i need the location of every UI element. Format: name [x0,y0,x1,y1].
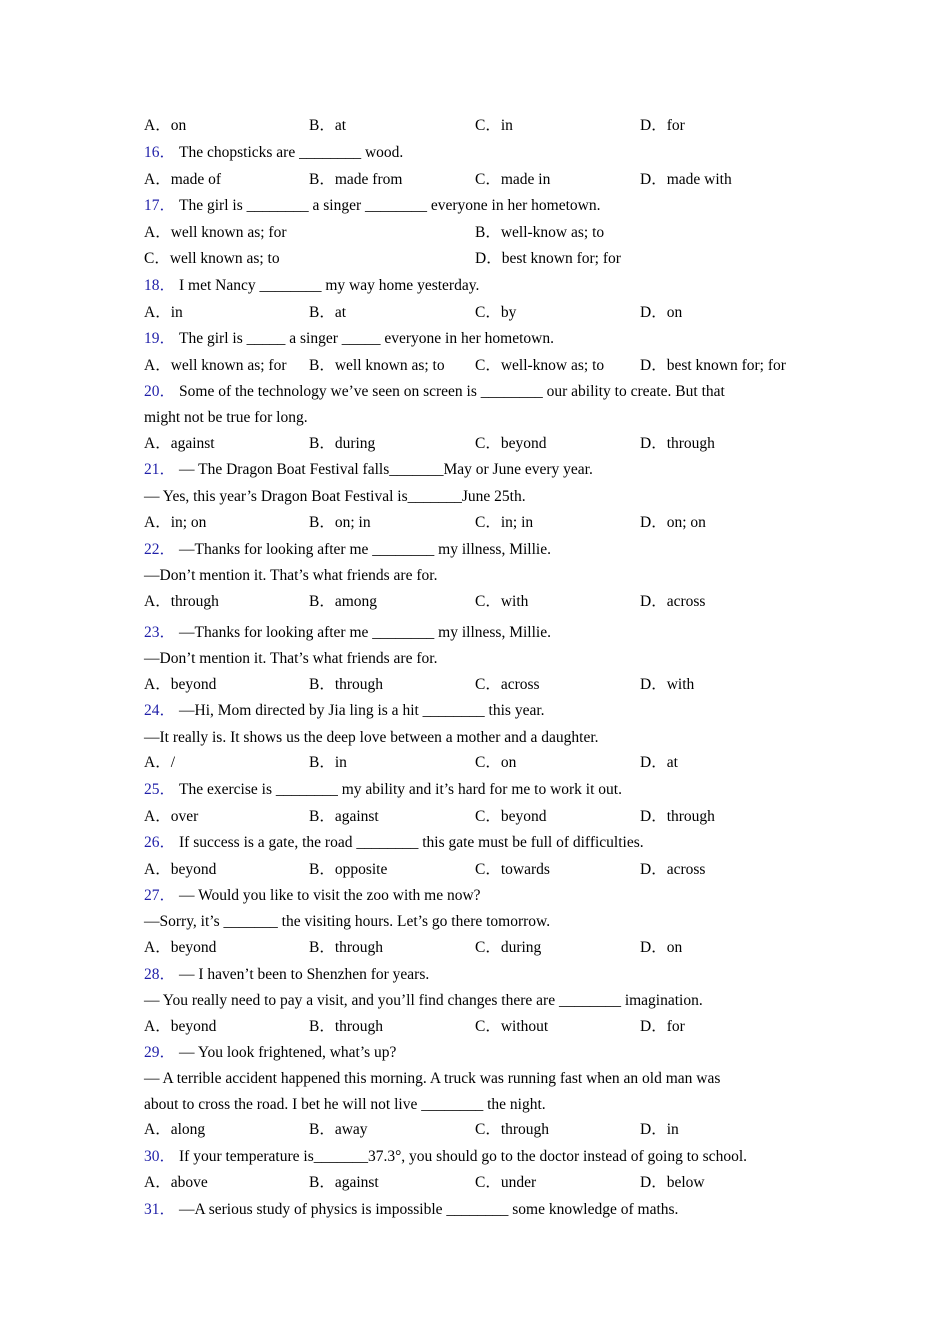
answer-option: A．along [144,1121,206,1138]
question-text: — The Dragon Boat Festival falls_______May or June every year. [179,461,593,478]
question-continuation [144,566,824,586]
answer-options [144,753,824,773]
question-text: If your temperature is_______37.3°, you should go to the doctor instead of going to school. [179,1148,747,1165]
question-line [144,780,824,800]
answer-option: C．by [475,304,517,321]
answer-option: D．best known for; for [640,357,786,374]
question-continuation [144,728,824,748]
answer-option: D．below [640,1174,705,1191]
answer-option: C．with [475,593,529,610]
answer-option: D．for [640,1018,685,1035]
question-text: — Yes, this year’s Dragon Boat Festival is_______June 25th. [144,488,526,505]
answer-option: C．through [475,1121,550,1138]
answer-option: A．/ [144,754,176,771]
answer-option: C．under [475,1174,537,1191]
answer-options [144,356,824,376]
question-line [144,623,824,643]
question-text: —Thanks for looking after me ________ my illness, Millie. [179,624,551,641]
question-text: — You really need to pay a visit, and you’ll find changes there are ________ imagination. [144,992,703,1009]
answer-option: C．on [475,754,517,771]
question-line [144,886,824,906]
question-text: The exercise is ________ my ability and it’s hard for me to work it out. [179,781,622,798]
question-text: — I haven’t been to Shenzhen for years. [179,966,430,983]
question-number: 31． [144,1201,176,1218]
question-line [144,1043,824,1063]
question-continuation [144,487,824,507]
question-number: 21． [144,461,176,478]
answer-option: B．among [309,593,378,610]
question-line [144,965,824,985]
answer-option: B．at [309,117,347,134]
question-text: The girl is ________ a singer ________ everyone in her hometown. [179,197,601,214]
answer-option: D．for [640,117,685,134]
question-number: 26． [144,834,176,851]
question-text: I met Nancy ________ my way home yesterday. [179,277,480,294]
question-line [144,1200,824,1220]
answer-option: D．on [640,304,683,321]
answer-options [144,249,824,269]
answer-option: C．made in [475,171,551,188]
answer-options [144,1017,824,1037]
question-text: —A serious study of physics is impossible ________ some knowledge of maths. [179,1201,679,1218]
answer-option: B．on; in [309,514,371,531]
answer-option: A．beyond [144,676,217,693]
answer-options [144,675,824,695]
answer-option: A．beyond [144,939,217,956]
question-number: 17． [144,197,176,214]
question-number: 30． [144,1148,176,1165]
answer-option: B．away [309,1121,368,1138]
question-line [144,143,824,163]
question-text: —Don’t mention it. That’s what friends are for. [144,650,438,667]
question-line [144,833,824,853]
answer-option: D．through [640,435,715,452]
question-continuation [144,912,824,932]
answer-option: A．in [144,304,183,321]
answer-option: A．beyond [144,1018,217,1035]
answer-option: B．through [309,939,384,956]
answer-option: D．with [640,676,695,693]
answer-options [144,170,824,190]
answer-option: A．through [144,593,219,610]
question-continuation [144,1069,824,1089]
answer-option: D．through [640,808,715,825]
answer-option: B．at [309,304,347,321]
answer-option: C．towards [475,861,550,878]
question-text: — You look frightened, what’s up? [179,1044,397,1061]
question-continuation [144,1095,824,1115]
answer-option: A．above [144,1174,208,1191]
question-text: The chopsticks are ________ wood. [179,144,404,161]
answer-option: D．in [640,1121,679,1138]
answer-option: A．well known as; for [144,224,287,241]
question-line [144,1147,824,1167]
question-number: 28． [144,966,176,983]
answer-option: A．well known as; for [144,357,287,374]
question-text: —Don’t mention it. That’s what friends are for. [144,567,438,584]
answer-option: C．in; in [475,514,534,531]
answer-option: B．against [309,808,379,825]
answer-option: C．beyond [475,435,547,452]
answer-options [144,860,824,880]
answer-option: B．during [309,435,376,452]
answer-option: A．in; on [144,514,207,531]
question-line [144,540,824,560]
answer-options [144,1173,824,1193]
question-number: 27． [144,887,176,904]
question-text: —It really is. It shows us the deep love between a mother and a daughter. [144,729,599,746]
answer-option: B．through [309,676,384,693]
answer-options [144,223,824,243]
answer-option: B．opposite [309,861,388,878]
question-number: 20． [144,383,176,400]
answer-option: A．made of [144,171,222,188]
question-text: Some of the technology we’ve seen on screen is ________ our ability to create. But that [179,383,725,400]
question-text: —Thanks for looking after me ________ my illness, Millie. [179,541,551,558]
question-text: about to cross the road. I bet he will not live ________ the night. [144,1096,546,1113]
question-number: 18． [144,277,176,294]
answer-options [144,116,824,136]
answer-options [144,807,824,827]
question-number: 23． [144,624,176,641]
answer-option: B．well known as; to [309,357,445,374]
answer-option: D．best known for; for [475,250,621,267]
answer-option: B．made from [309,171,403,188]
question-number: 22． [144,541,176,558]
question-line [144,276,824,296]
answer-option: C．well-know as; to [475,357,605,374]
answer-option: C．in [475,117,513,134]
answer-option: D．on; on [640,514,706,531]
question-line [144,382,824,402]
answer-options [144,1120,824,1140]
question-text: —Hi, Mom directed by Jia ling is a hit ________ this year. [179,702,545,719]
answer-options [144,513,824,533]
question-continuation [144,991,824,1011]
answer-option: C．well known as; to [144,250,280,267]
answer-option: C．during [475,939,542,956]
question-line [144,329,824,349]
answer-option: C．beyond [475,808,547,825]
question-continuation [144,408,824,428]
answer-option: D．on [640,939,683,956]
question-line [144,196,824,216]
answer-option: B．through [309,1018,384,1035]
answer-options [144,938,824,958]
answer-options [144,434,824,454]
question-text: might not be true for long. [144,409,308,426]
question-continuation [144,649,824,669]
answer-option: B．against [309,1174,379,1191]
answer-option: D．across [640,861,706,878]
question-number: 25． [144,781,176,798]
answer-options [144,592,824,612]
question-text: —Sorry, it’s _______ the visiting hours. Let’s go there tomorrow. [144,913,551,930]
answer-option: C．without [475,1018,549,1035]
question-number: 19． [144,330,176,347]
question-text: — A terrible accident happened this morning. A truck was running fast when an old man was [144,1070,721,1087]
question-line [144,701,824,721]
question-text: The girl is _____ a singer _____ everyone in her hometown. [179,330,554,347]
question-number: 24． [144,702,176,719]
answer-option: A．on [144,117,187,134]
question-number: 16． [144,144,176,161]
question-number: 29． [144,1044,176,1061]
answer-option: A．beyond [144,861,217,878]
answer-option: C．across [475,676,540,693]
answer-option: D．made with [640,171,732,188]
answer-option: A．over [144,808,199,825]
answer-option: B．in [309,754,347,771]
answer-option: B．well-know as; to [475,224,605,241]
answer-option: D．at [640,754,678,771]
answer-option: A．against [144,435,215,452]
question-text: If success is a gate, the road ________ this gate must be full of difficulties. [179,834,644,851]
answer-option: D．across [640,593,706,610]
answer-options [144,303,824,323]
question-line [144,460,824,480]
question-text: — Would you like to visit the zoo with me now? [179,887,481,904]
